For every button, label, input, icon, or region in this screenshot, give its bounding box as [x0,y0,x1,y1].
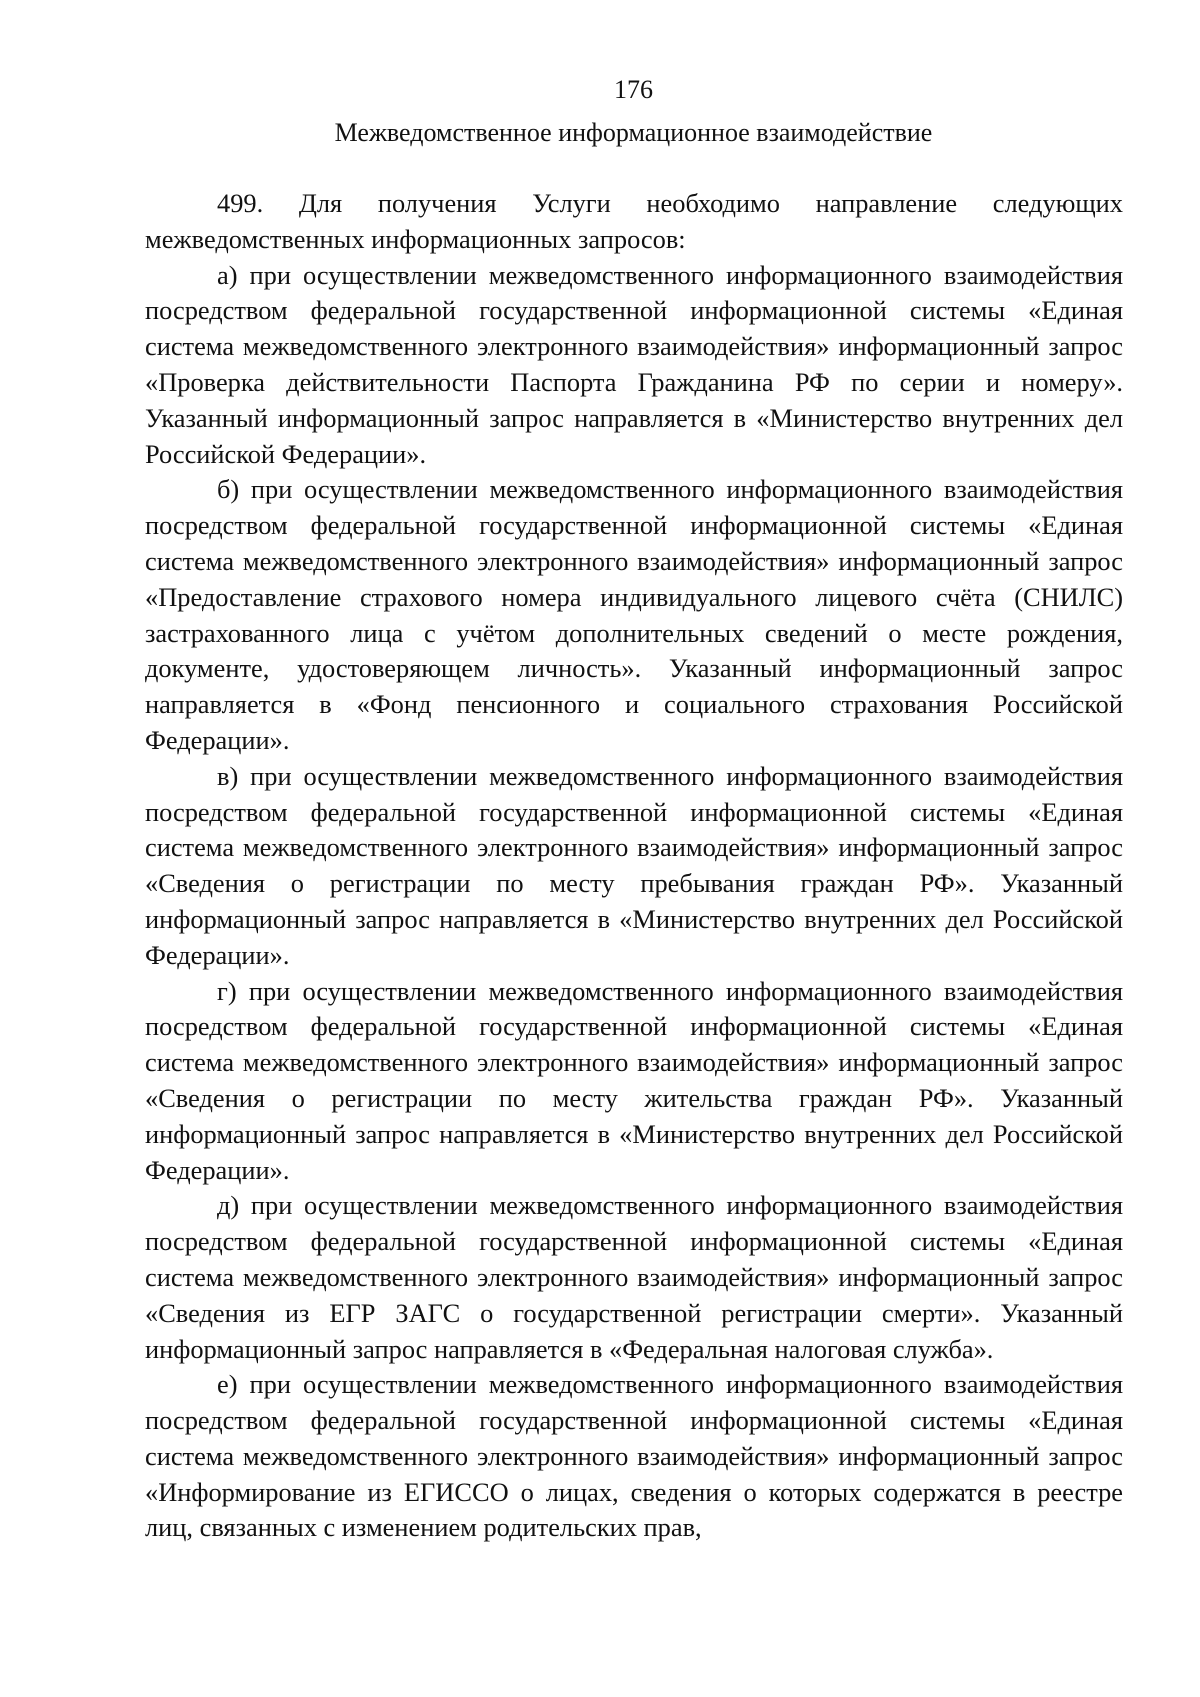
section-title: Межведомственное информационное взаимодействие [334,118,933,147]
paragraph-item-d: д) при осуществлении межведомственного информационного взаимодействия посредством федеральной государственной информационной системы «Единая система межведомственного электронного взаимодействия» информационный запрос «Сведения из ЕГР ЗАГС о государственной регистрации смерти». Указанный информационный запрос направляется в «Федеральная налоговая служба». [145,1190,1123,1364]
paragraph-item-v: в) при осуществлении межведомственного информационного взаимодействия посредством федеральной государственной информационной системы «Единая система межведомственного электронного взаимодействия» информационный запрос «Сведения о регистрации по месту пребывания граждан РФ». Указанный информационный запрос направляется в «Министерство внутренних дел Российской Федерации». [145,760,1123,970]
paragraph-item-e: е) при осуществлении межведомственного информационного взаимодействия посредством федеральной государственной информационной системы «Единая система межведомственного электронного взаимодействия» информационный запрос «Информирование из ЕГИССО о лицах, сведения о которых содержатся в реестре лиц, связанных с изменением родительских прав, [145,1369,1123,1543]
paragraph-item-b: б) при осуществлении межведомственного информационного взаимодействия посредством федеральной государственной информационной системы «Единая система межведомственного электронного взаимодействия» информационный запрос «Предоставление страхового номера индивидуального лицевого счёта (СНИЛС) застрахованного лица с учётом дополнительных сведений о месте рождения, документе, удостоверяющем личность». Указанный информационный запрос направляется в «Фонд пенсионного и социального страхования Российской Федерации». [145,474,1123,755]
paragraph-item-g: г) при осуществлении межведомственного информационного взаимодействия посредством федеральной государственной информационной системы «Единая система межведомственного электронного взаимодействия» информационный запрос «Сведения о регистрации по месту жительства граждан РФ». Указанный информационный запрос направляется в «Министерство внутренних дел Российской Федерации». [145,975,1123,1185]
paragraph-499-intro: 499. Для получения Услуги необходимо направление следующих межведомственных информационных запросов: [145,188,1123,254]
document-body [145,186,1123,1546]
page-number: 176 [614,75,653,104]
paragraph-item-a: а) при осуществлении межведомственного информационного взаимодействия посредством федеральной государственной информационной системы «Единая система межведомственного электронного взаимодействия» информационный запрос «Проверка действительности Паспорта Гражданина РФ по серии и номеру». Указанный информационный запрос направляется в «Министерство внутренних дел Российской Федерации». [145,259,1123,469]
